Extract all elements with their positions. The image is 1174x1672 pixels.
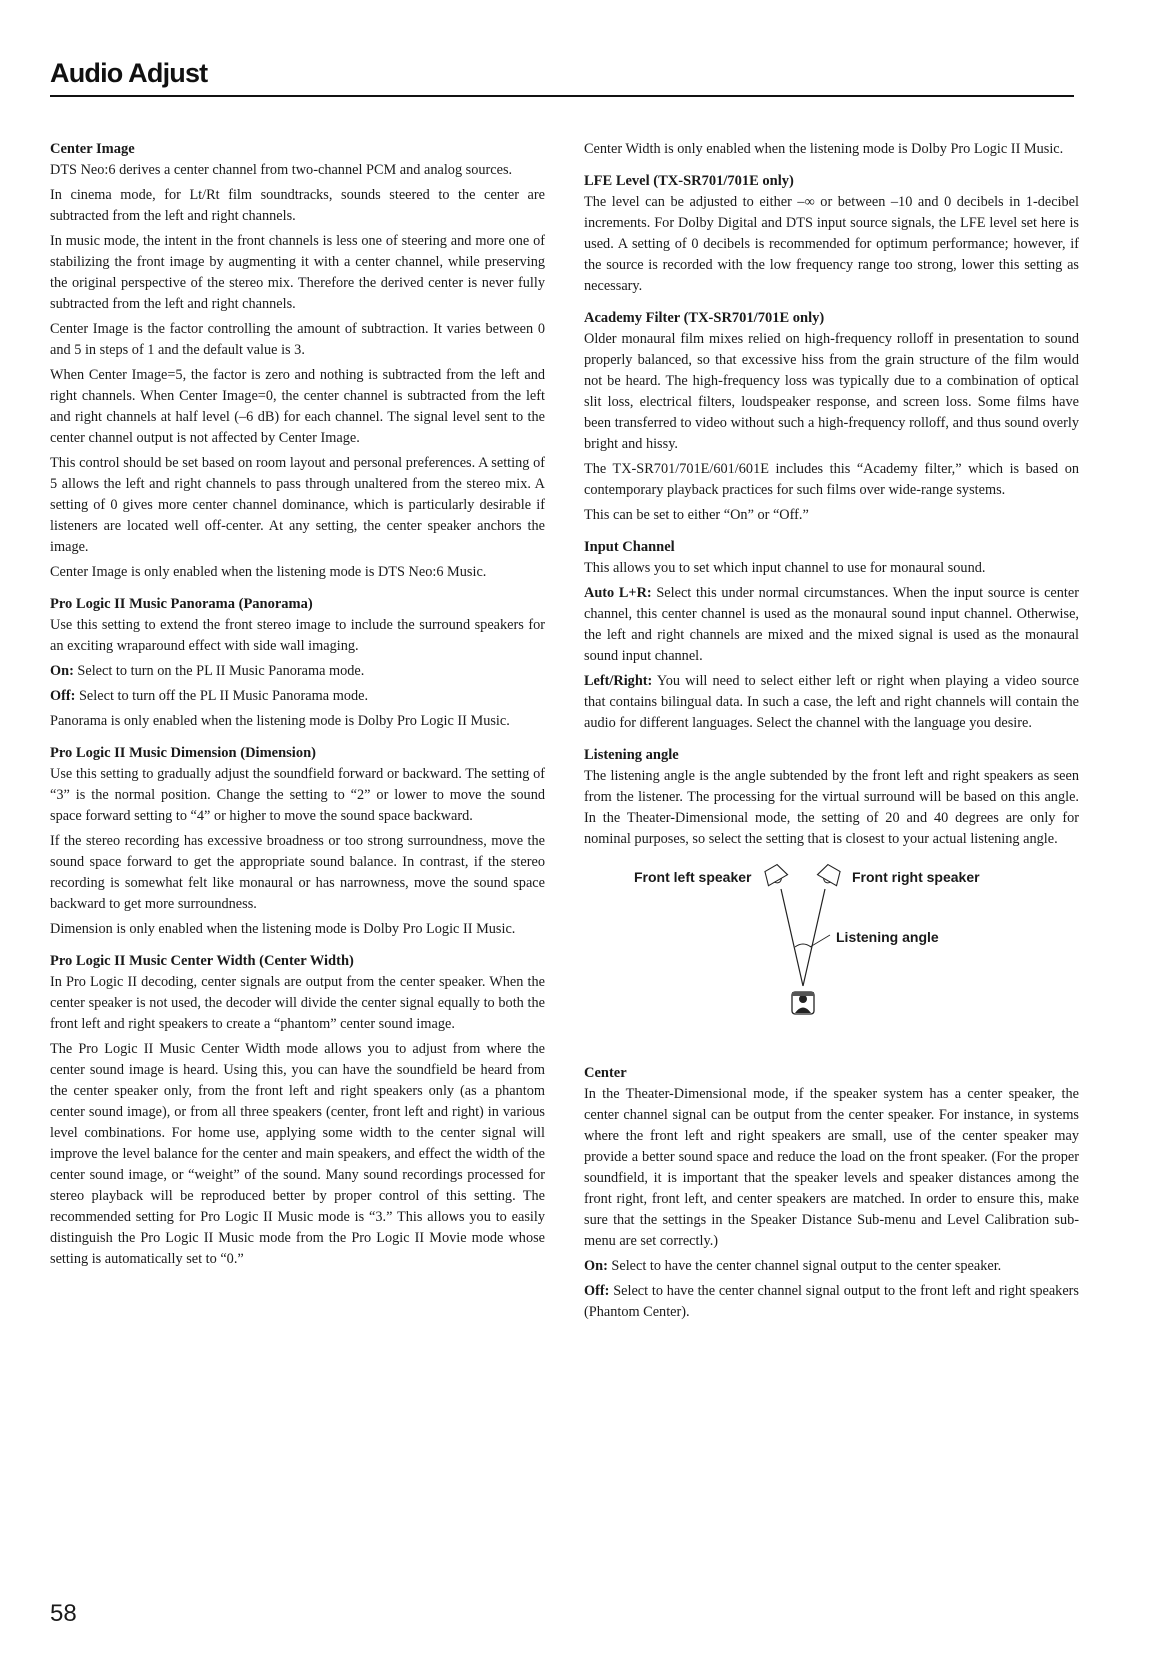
option-off xyxy=(584,1281,1079,1323)
center-width-note-section xyxy=(584,139,1079,160)
right-angle-line xyxy=(803,889,825,986)
paragraph: Older monaural film mixes relied on high-frequency rolloff in presentation to sound properly balanced, so that excessive hiss from the grain structure of the film would not be heard. The high-frequency loss was typically due to a combination of optical slit loss, electrical filters, loudspeaker response, and screen loss. Some films have been transferred to video without such a high-frequency rolloff, and thus sound overly bright and hissy. xyxy=(584,331,1079,452)
lfe-level-heading: LFE Level (TX-SR701/701E only) xyxy=(584,173,794,189)
paragraph: The listening angle is the angle subtended by the front left and right speakers as seen from the listener. The processing for the virtual surround will be based on this angle. In the Theater-Dimensional mode, the setting of 20 and 40 degrees are only for nominal purposes, so select the setting that is closest to your actual listening angle. xyxy=(584,768,1079,847)
front-left-speaker-label: Front left speaker xyxy=(634,869,752,885)
header-rule xyxy=(50,95,1074,97)
option-on xyxy=(584,1256,1079,1277)
dimension-heading: Pro Logic II Music Dimension (Dimension) xyxy=(50,745,316,761)
page-title: Audio Adjust xyxy=(50,58,208,88)
option-label: Off: xyxy=(50,688,76,704)
option-on xyxy=(50,661,545,682)
option-label: Left/Right: xyxy=(584,673,653,689)
option-auto xyxy=(584,583,1079,667)
paragraph: When Center Image=5, the factor is zero and nothing is subtracted from the left and right channels. When Center Image=0, the center channel is subtracted from the left and right channels at half level (–6 dB) for each channel. The signal level sent to the center channel output is not affected by Center Image. xyxy=(50,367,545,446)
page-number: 58 xyxy=(50,1600,77,1627)
listening-angle-label: Listening angle xyxy=(836,929,939,945)
option-label: On: xyxy=(50,663,74,679)
diagram-graphic xyxy=(584,861,1079,1051)
center-width-heading: Pro Logic II Music Center Width (Center Width) xyxy=(50,953,354,969)
page-header xyxy=(50,58,1074,97)
left-angle-line xyxy=(781,889,803,986)
input-channel-section xyxy=(584,537,1079,734)
paragraph: Dimension is only enabled when the listening mode is Dolby Pro Logic II Music. xyxy=(50,921,516,937)
left-column xyxy=(50,139,545,1281)
option-left-right xyxy=(584,671,1079,734)
lfe-level-section xyxy=(584,171,1079,297)
listening-angle-heading: Listening angle xyxy=(584,747,679,763)
academy-filter-heading: Academy Filter (TX-SR701/701E only) xyxy=(584,310,825,326)
listening-angle-section xyxy=(584,745,1079,850)
option-text: Select to have the center channel signal output to the center speaker. xyxy=(607,1258,1002,1274)
option-text: Select to turn off the PL II Music Panorama mode. xyxy=(75,688,369,704)
paragraph: In music mode, the intent in the front channels is less one of steering and more one of stabilizing the front image by augmenting it with a center channel, while preserving the original perspective of the stereo mix. Therefore the derived center is never fully subtracted from the left and right channels. xyxy=(50,233,545,312)
panorama-section xyxy=(50,594,545,732)
center-width-section xyxy=(50,951,545,1270)
angle-arc xyxy=(795,944,811,947)
paragraph: DTS Neo:6 derives a center channel from two-channel PCM and analog sources. xyxy=(50,162,513,178)
paragraph: Use this setting to gradually adjust the soundfield forward or backward. The setting of “3” is the normal position. Change the setting to “2” or lower to move the sound space forward setting to “4” or higher to move the sound space backward. xyxy=(50,766,545,824)
paragraph: Panorama is only enabled when the listening mode is Dolby Pro Logic II Music. xyxy=(50,713,510,729)
option-text: You will need to select either left or right when playing a video source that contains bilingual data. In such a case, the left and right channels will contain the audio for different languages. Select the channel with the language you desire. xyxy=(584,673,1079,731)
panorama-heading: Pro Logic II Music Panorama (Panorama) xyxy=(50,596,313,612)
paragraph: In cinema mode, for Lt/Rt film soundtracks, sounds steered to the center are subtracted from the left and right channels. xyxy=(50,187,545,224)
option-label: On: xyxy=(584,1258,608,1274)
front-left-speaker-icon xyxy=(761,863,788,888)
center-image-heading: Center Image xyxy=(50,141,135,157)
paragraph: If the stereo recording has excessive broadness or too strong surroundness, move the sound space forward to get the appropriate sound balance. In contrast, if the stereo recording is somewhat felt like monaural or has narrowness, move the sound space backward to get more surroundness. xyxy=(50,833,545,912)
paragraph: Use this setting to extend the front stereo image to include the surround speakers for an exciting wraparound effect with side wall imaging. xyxy=(50,617,545,654)
option-label: Auto L+R: xyxy=(584,585,652,601)
front-right-speaker-icon xyxy=(816,863,843,888)
center-section xyxy=(584,1063,1079,1323)
option-label: Off: xyxy=(584,1283,610,1299)
paragraph: Center Width is only enabled when the listening mode is Dolby Pro Logic II Music. xyxy=(584,141,1064,157)
dimension-section xyxy=(50,743,545,940)
option-text: Select to turn on the PL II Music Panorama mode. xyxy=(73,663,365,679)
paragraph: This can be set to either “On” or “Off.” xyxy=(584,507,809,523)
academy-filter-section xyxy=(584,308,1079,526)
paragraph: The level can be adjusted to either –∞ or between –10 and 0 decibels in 1-decibel increments. For Dolby Digital and DTS input source signals, the LFE level set here is used. A setting of 0 decibels is recommended for optimum performance; however, if the source is recorded with the low frequency range too strong, lower this setting as necessary. xyxy=(584,194,1079,294)
paragraph: In Pro Logic II decoding, center signals are output from the center speaker. When the center speaker is not used, the decoder will divide the center signal equally to both the front left and right speakers to create a “phantom” center sound image. xyxy=(50,974,545,1032)
option-text: Select this under normal circumstances. When the input source is center channel, this center channel is used as the monaural sound input channel. Otherwise, the left and right channels are mixed and the mixed signal is used as the monaural sound input channel. xyxy=(584,585,1079,664)
paragraph: This allows you to set which input channel to use for monaural sound. xyxy=(584,560,986,576)
option-text: Select to have the center channel signal output to the front left and right speakers (Phantom Center). xyxy=(584,1283,1079,1320)
center-image-section xyxy=(50,139,545,583)
option-off xyxy=(50,686,545,707)
paragraph: The TX-SR701/701E/601/601E includes this “Academy filter,” which is based on contemporary playback practices for such films over wide-range systems. xyxy=(584,461,1079,498)
paragraph: In the Theater-Dimensional mode, if the speaker system has a center speaker, the center channel signal can be output from the center speaker. For instance, in systems where the front left and right speakers are small, use of the center speaker may provide a better sound space and reduce the load on the front speaker. (For the proper soundfield, it is important that the speaker levels and speaker distances among the front right, front left, and center speakers are matched. In order to ensure this, make sure that the settings in the Speaker Distance Sub-menu and Level Calibration sub-menu are set correctly.) xyxy=(584,1086,1079,1249)
paragraph: This control should be set based on room layout and personal preferences. A setting of 5 allows the left and right channels to pass through unaltered from the stereo mix. A setting of 0 gives more center channel dominance, which is particularly desirable if listeners are located well off-center. At any setting, the center speaker anchors the image. xyxy=(50,455,545,555)
paragraph: The Pro Logic II Music Center Width mode allows you to adjust from where the center sound image is heard. Using this, you can have the soundfield be heard from the center speaker only, from the front left and right speakers only (as a phantom center sound image), or from all three speakers (center, front left and right) in various level combinations. For home use, applying some width to the center signal will improve the level balance for the center and main speakers, and effect the width of the center sound image, or “weight” of the sound. Many sound recordings processed for stereo playback will be reproduced better by proper control of this setting. The recommended setting for Pro Logic II Music mode is “3.” This allows you to easily distinguish the Pro Logic II Music mode from the Pro Logic II Movie mode whose setting is automatically set to “0.” xyxy=(50,1041,545,1267)
paragraph: Center Image is the factor controlling the amount of subtraction. It varies between 0 and 5 in steps of 1 and the default value is 3. xyxy=(50,321,545,358)
center-heading: Center xyxy=(584,1065,627,1081)
input-channel-heading: Input Channel xyxy=(584,539,675,555)
listening-angle-diagram xyxy=(584,861,1079,1051)
front-right-speaker-label: Front right speaker xyxy=(852,869,980,885)
listener-icon xyxy=(792,992,814,1014)
paragraph: Center Image is only enabled when the listening mode is DTS Neo:6 Music. xyxy=(50,564,487,580)
right-column xyxy=(584,139,1079,1334)
